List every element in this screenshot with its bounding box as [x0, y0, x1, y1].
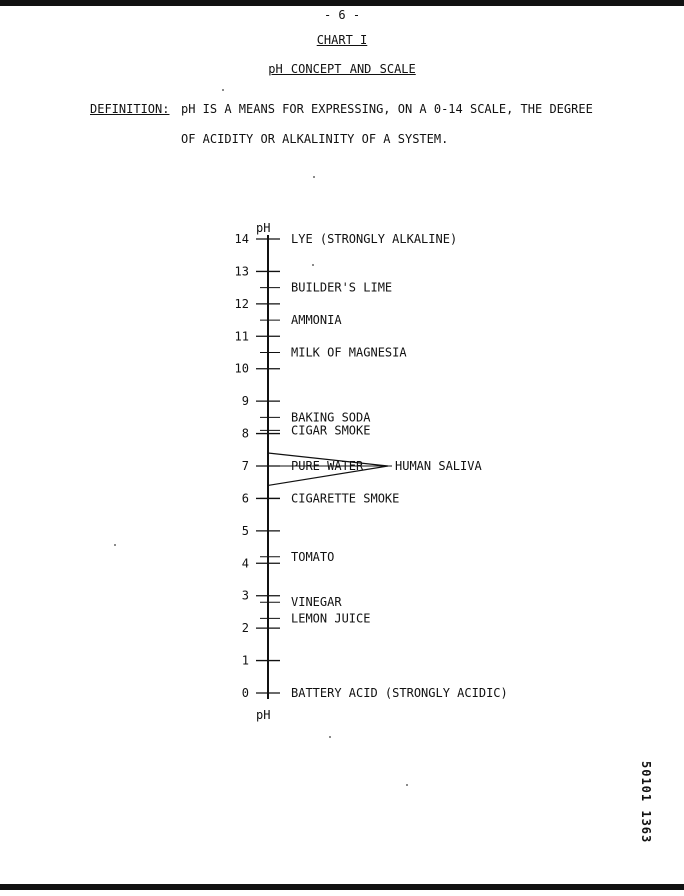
substance-label-builder-s-lime: BUILDER'S LIME: [291, 280, 393, 295]
tick-label-10: 10: [234, 361, 249, 376]
definition-line-2: OF ACIDITY OR ALKALINITY OF A SYSTEM.: [181, 132, 449, 146]
chart-title-text: CHART I: [316, 33, 368, 47]
saliva-range-label: HUMAN SALIVA: [395, 459, 482, 473]
tick-label-12: 12: [234, 296, 249, 311]
tick-label-2: 2: [241, 621, 249, 636]
substance-label-battery-acid-strongly-acidic: BATTERY ACID (STRONGLY ACIDIC): [291, 686, 508, 700]
tick-label-1: 1: [241, 653, 249, 668]
speck: [114, 544, 116, 546]
substance-label-vinegar: VINEGAR: [291, 595, 342, 610]
tick-label-5: 5: [241, 523, 249, 538]
speck: [312, 264, 314, 266]
substance-label-milk-of-magnesia: MILK OF MAGNESIA: [291, 345, 407, 360]
tick-label-4: 4: [241, 556, 249, 571]
axis-label-bottom: pH: [256, 708, 271, 722]
definition-line-1: pH IS A MEANS FOR EXPRESSING, ON A 0-14 SCALE, THE DEGREE: [181, 102, 593, 116]
speck: [406, 784, 408, 786]
substance-label-baking-soda: BAKING SODA: [291, 410, 371, 425]
tick-label-14: 14: [234, 232, 249, 246]
substance-label-cigar-smoke: CIGAR SMOKE: [291, 423, 371, 438]
tick-label-13: 13: [234, 264, 249, 279]
tick-label-9: 9: [241, 394, 249, 409]
tick-label-7: 7: [241, 459, 249, 473]
axis-label-top: pH: [256, 221, 271, 235]
tick-label-8: 8: [241, 426, 249, 441]
document-id: 50101 1363: [639, 761, 653, 844]
speck: [222, 89, 224, 91]
speck: [313, 176, 315, 178]
page-number: - 6 -: [323, 8, 361, 22]
chart-subtitle-text: pH CONCEPT AND SCALE: [268, 62, 416, 76]
tick-label-0: 0: [241, 686, 249, 700]
definition-label: DEFINITION:: [90, 102, 170, 116]
ph-scale-diagram: [0, 6, 684, 896]
saliva-range: [256, 453, 482, 485]
tick-label-11: 11: [234, 329, 249, 344]
substance-label-ammonia: AMMONIA: [291, 313, 342, 328]
substance-label-lemon-juice: LEMON JUICE: [291, 611, 371, 626]
substance-label-lye-strongly-alkaline: LYE (STRONGLY ALKALINE): [291, 232, 458, 246]
substance-label-cigarette-smoke: CIGARETTE SMOKE: [291, 491, 400, 506]
speck: [329, 736, 331, 738]
substance-label-tomato: TOMATO: [291, 549, 335, 564]
tick-label-3: 3: [241, 588, 249, 603]
tick-label-6: 6: [241, 491, 249, 506]
substance-label-pure-water: PURE WATER: [291, 459, 364, 473]
